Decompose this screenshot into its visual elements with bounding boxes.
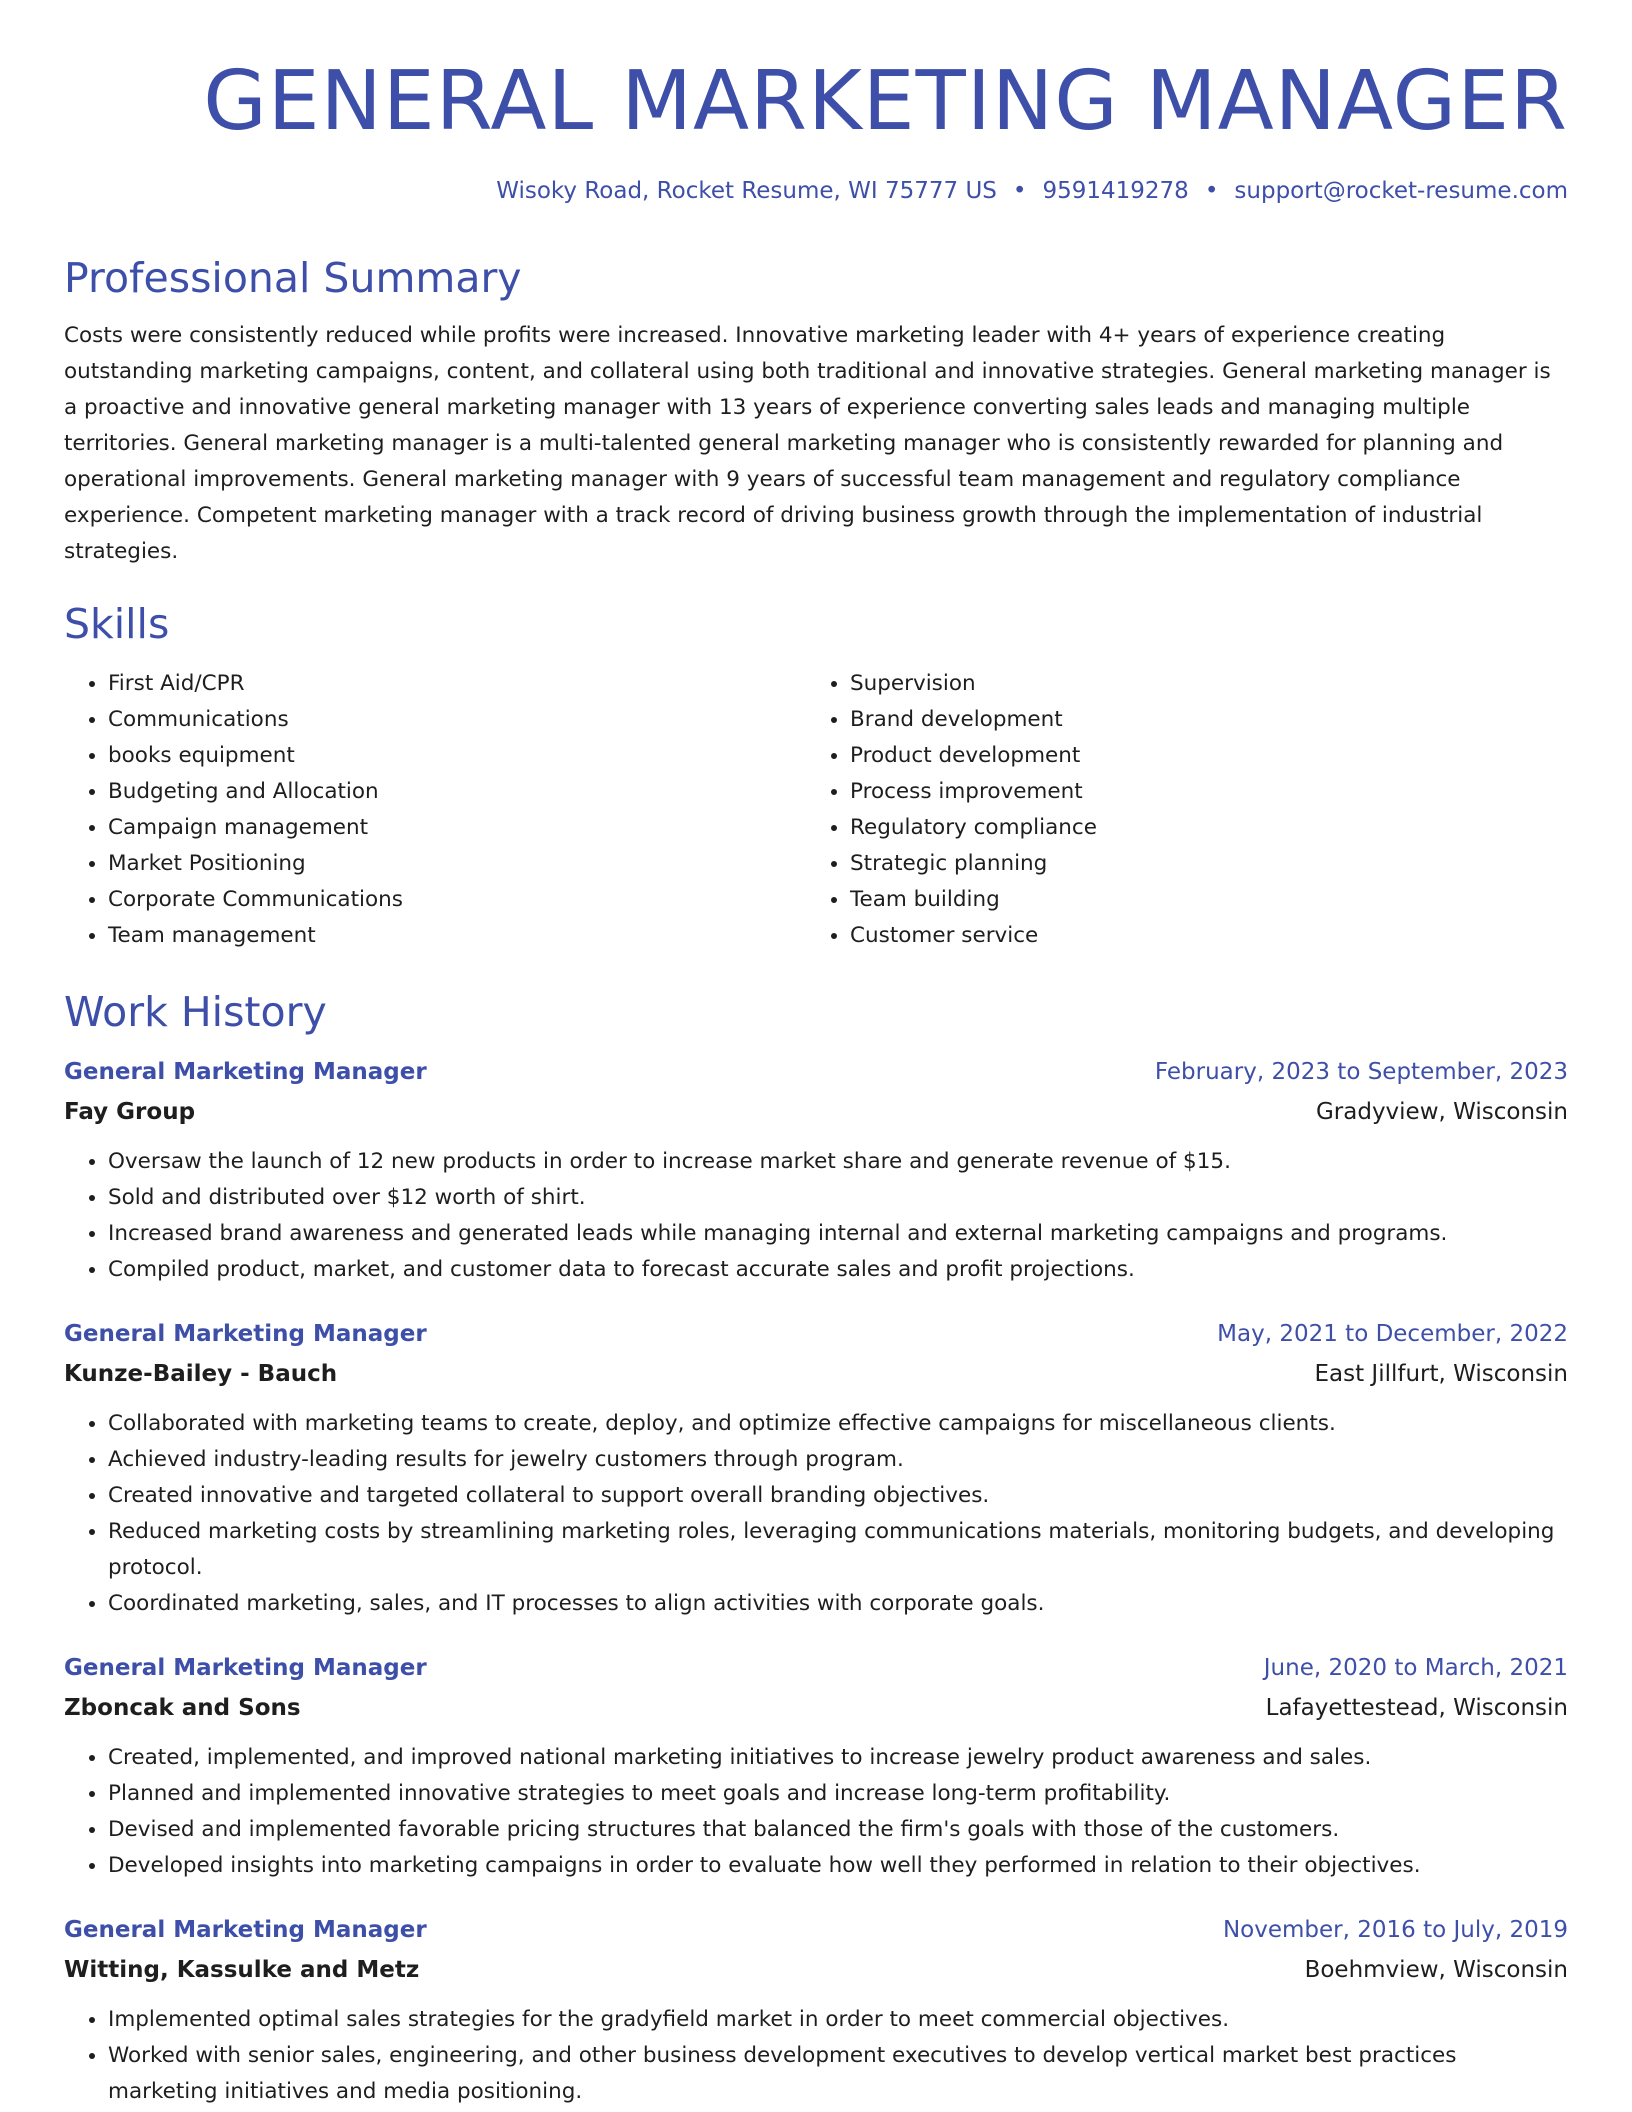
skill-item: • books equipment (108, 738, 806, 774)
job-entry (64, 1314, 1568, 1622)
job-bullet: • Reduced marketing costs by streamlining marketing roles, leveraging communications materials, monitoring budgets, and developing protocol. (108, 1514, 1568, 1586)
job-bullet: • Implemented optimal sales strategies for the gradyfield market in order to meet commercial objectives. (108, 2002, 1568, 2038)
job-header (64, 1052, 1568, 1092)
job-subheader (64, 1092, 1568, 1132)
skill-item: • Brand development (850, 702, 1548, 738)
skill-item: • First Aid/CPR (108, 666, 806, 702)
job-company: Witting, Kassulke and Metz (64, 1957, 420, 1983)
job-entry (64, 1910, 1568, 2110)
contact-separator: • (1012, 178, 1027, 204)
job-location: East Jillfurt, Wisconsin (1314, 1361, 1568, 1387)
job-dates: May, 2021 to December, 2022 (1217, 1321, 1568, 1347)
job-subheader (64, 1354, 1568, 1394)
job-location: Boehmview, Wisconsin (1304, 1957, 1568, 1983)
job-company: Fay Group (64, 1099, 196, 1125)
job-company: Zboncak and Sons (64, 1695, 301, 1721)
skill-item: • Corporate Communications (108, 882, 806, 918)
job-bullet: • Coordinated marketing, sales, and IT processes to align activities with corporate goals. (108, 1586, 1568, 1622)
contact-phone: 9591419278 (1042, 178, 1189, 204)
job-bullet: • Achieved industry-leading results for jewelry customers through program. (108, 1442, 1568, 1478)
contact-address: Wisoky Road, Rocket Resume, WI 75777 US (496, 178, 997, 204)
job-bullet: • Created, implemented, and improved national marketing initiatives to increase jewelry product awareness and sales. (108, 1740, 1568, 1776)
job-bullets (64, 1740, 1568, 1884)
job-header (64, 1648, 1568, 1688)
job-bullet: • Worked with senior sales, engineering, and other business development executives to develop vertical market best practices marketing initiatives and media positioning. (108, 2038, 1568, 2110)
job-dates: November, 2016 to July, 2019 (1222, 1917, 1568, 1943)
job-bullet: • Compiled product, market, and customer data to forecast accurate sales and profit projections. (108, 1252, 1568, 1288)
job-bullets (64, 1406, 1568, 1622)
contact-separator: • (1204, 178, 1219, 204)
job-bullets (64, 2002, 1568, 2110)
summary-text: Costs were consistently reduced while profits were increased. Innovative marketing leader with 4+ years of experience creating outstanding marketing campaigns, content, and collateral using both traditional and innovative strategies. General marketing manager is a proactive and innovative general marketing manager with 13 years of experience converting sales leads and managing multiple territories. General marketing manager is a multi-talented general marketing manager who is consistently rewarded for planning and operational improvements. General marketing manager with 9 years of successful team management and regulatory compliance experience. Competent marketing manager with a track record of driving business growth through the implementation of industrial strategies. (64, 323, 1551, 564)
job-title: General Marketing Manager (64, 1321, 427, 1347)
summary-heading: Professional Summary (64, 254, 522, 302)
skills-column-left (64, 666, 806, 954)
skill-item: • Strategic planning (850, 846, 1548, 882)
skill-item: • Product development (850, 738, 1548, 774)
skill-item: • Team building (850, 882, 1548, 918)
job-location: Gradyview, Wisconsin (1315, 1099, 1568, 1125)
work-history-heading: Work History (64, 988, 327, 1036)
skill-item: • Regulatory compliance (850, 810, 1548, 846)
job-bullets (64, 1144, 1568, 1288)
job-subheader (64, 1950, 1568, 1990)
skill-item: • Supervision (850, 666, 1548, 702)
job-entry (64, 1052, 1568, 1288)
job-dates: June, 2020 to March, 2021 (1263, 1655, 1568, 1681)
skill-item: • Campaign management (108, 810, 806, 846)
job-bullet: • Oversaw the launch of 12 new products in order to increase market share and generate revenue of $15. (108, 1144, 1568, 1180)
skills-heading: Skills (64, 600, 170, 648)
job-entry (64, 1648, 1568, 1884)
job-bullet: • Devised and implemented favorable pricing structures that balanced the firm's goals with those of the customers. (108, 1812, 1568, 1848)
job-bullet: • Collaborated with marketing teams to create, deploy, and optimize effective campaigns for miscellaneous clients. (108, 1406, 1568, 1442)
resume-page (64, 0, 1568, 2110)
skill-item: • Team management (108, 918, 806, 954)
job-location: Lafayettestead, Wisconsin (1265, 1695, 1568, 1721)
job-bullet: • Increased brand awareness and generated leads while managing internal and external marketing campaigns and programs. (108, 1216, 1568, 1252)
skill-item: • Communications (108, 702, 806, 738)
job-bullet: • Planned and implemented innovative strategies to meet goals and increase long-term profitability. (108, 1776, 1568, 1812)
job-title: General Marketing Manager (64, 1655, 427, 1681)
job-subheader (64, 1688, 1568, 1728)
job-bullet: • Developed insights into marketing campaigns in order to evaluate how well they performed in relation to their objectives. (108, 1848, 1568, 1884)
job-company: Kunze-Bailey - Bauch (64, 1361, 338, 1387)
skill-item: • Budgeting and Allocation (108, 774, 806, 810)
contact-email[interactable]: support@rocket-resume.com (1234, 178, 1568, 204)
job-bullet: • Created innovative and targeted collateral to support overall branding objectives. (108, 1478, 1568, 1514)
skills-column-right (806, 666, 1548, 954)
resume-name: GENERAL MARKETING MANAGER (203, 54, 1568, 149)
skill-item: • Process improvement (850, 774, 1548, 810)
job-header (64, 1314, 1568, 1354)
job-title: General Marketing Manager (64, 1917, 427, 1943)
skill-item: • Customer service (850, 918, 1548, 954)
job-header (64, 1910, 1568, 1950)
job-dates: February, 2023 to September, 2023 (1154, 1059, 1568, 1085)
job-title: General Marketing Manager (64, 1059, 427, 1085)
skill-item: • Market Positioning (108, 846, 806, 882)
skills-list (64, 666, 1568, 954)
contact-line (64, 176, 1568, 206)
job-bullet: • Sold and distributed over $12 worth of shirt. (108, 1180, 1568, 1216)
